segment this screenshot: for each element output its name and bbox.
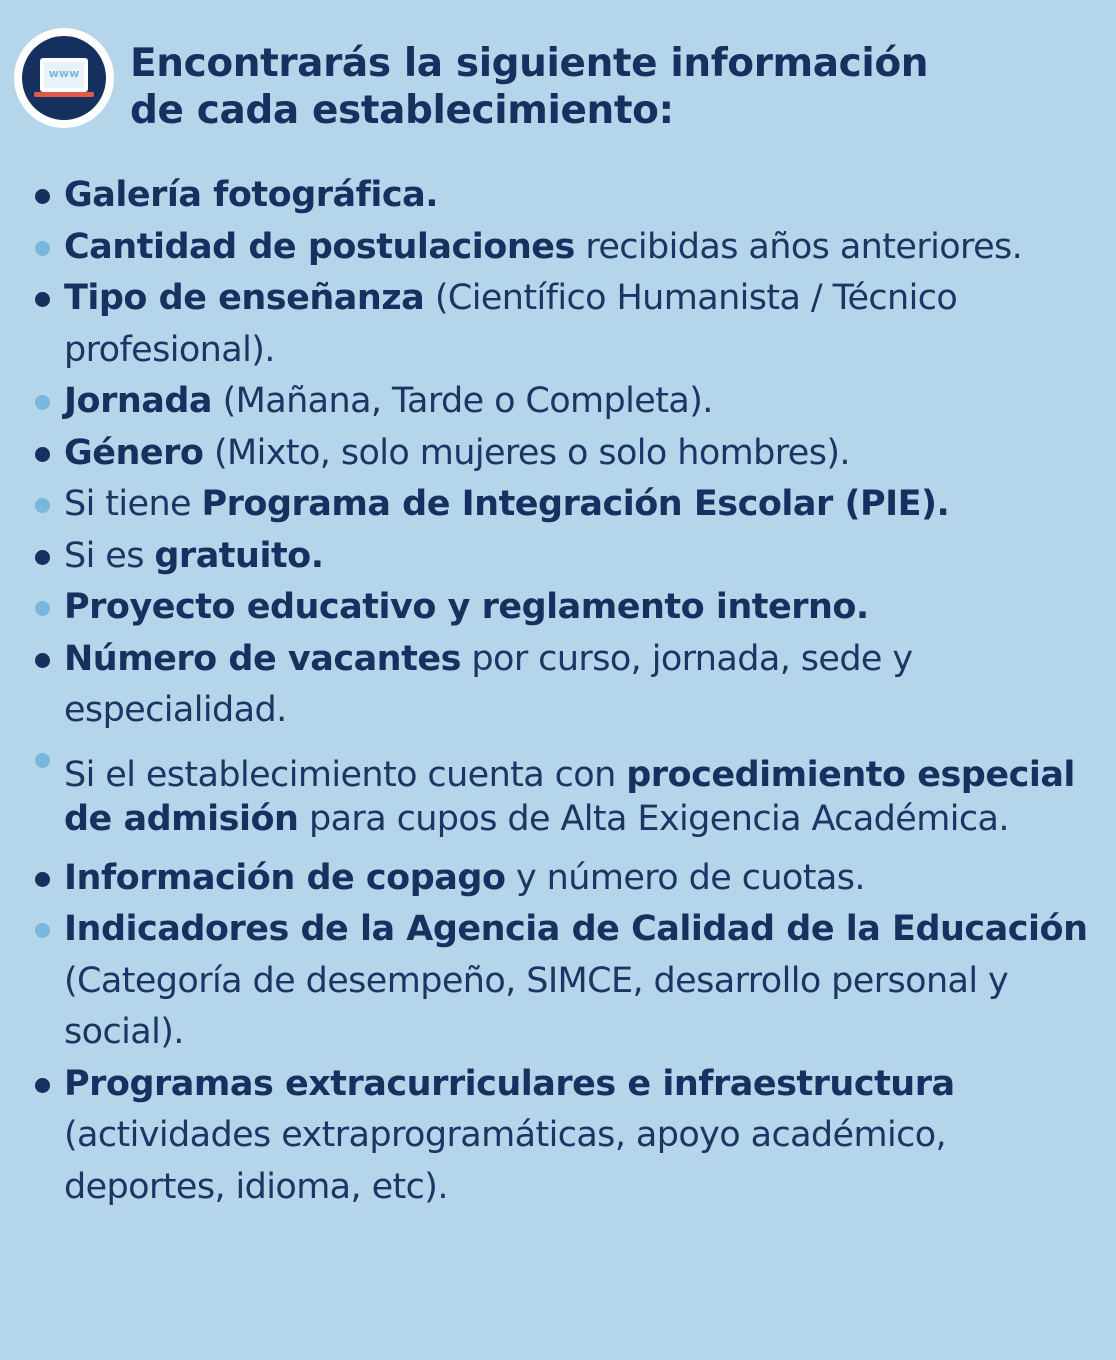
www-laptop-icon xyxy=(14,28,114,128)
item-text-pre: Si el establecimiento cuenta con xyxy=(64,754,627,795)
bullet-icon xyxy=(35,292,50,307)
bullet-icon xyxy=(35,395,50,410)
item-text: (Científico Humanista / Técnico profesional). xyxy=(64,278,958,370)
bullet-icon xyxy=(35,653,50,668)
list-item xyxy=(0,273,1116,376)
item-bold: Proyecto educativo y reglamento interno. xyxy=(64,587,869,627)
list-item xyxy=(0,170,1116,222)
item-bold: Indicadores de la Agencia de Calidad de la Educación xyxy=(64,909,1088,949)
list-item xyxy=(0,479,1116,531)
list-item xyxy=(0,904,1116,1059)
list-item xyxy=(0,634,1116,737)
bullet-icon xyxy=(35,189,50,204)
page-title xyxy=(130,40,928,134)
list-item xyxy=(0,222,1116,274)
list-item xyxy=(0,753,1116,841)
title-line-2: de cada establecimiento: xyxy=(130,88,674,133)
item-bold: gratuito. xyxy=(154,535,324,576)
bullet-icon xyxy=(35,550,50,565)
bullet-icon xyxy=(35,601,50,616)
list-item xyxy=(0,376,1116,428)
item-text-pre: Si tiene xyxy=(64,484,202,524)
bullet-icon xyxy=(35,923,50,938)
item-bold: Jornada xyxy=(64,381,213,421)
item-bold: Cantidad de postulaciones xyxy=(64,226,575,267)
item-bold: Programas extracurriculares e infraestructura xyxy=(64,1063,955,1104)
info-list xyxy=(0,170,1116,1213)
item-text: (Mixto, solo mujeres o solo hombres). xyxy=(203,432,850,473)
list-item xyxy=(0,853,1116,905)
list-item xyxy=(0,531,1116,583)
bullet-icon xyxy=(35,447,50,462)
item-text: recibidas años anteriores. xyxy=(574,226,1023,267)
list-item xyxy=(0,1059,1116,1214)
www-text: www xyxy=(48,67,80,80)
bullet-icon xyxy=(35,872,50,887)
item-text: y número de cuotas. xyxy=(505,857,865,898)
item-bold: Tipo de enseñanza xyxy=(64,278,425,318)
item-text: (Categoría de desempeño, SIMCE, desarrollo personal y social). xyxy=(64,960,1009,1052)
bullet-icon xyxy=(35,498,50,513)
item-bold: Información de copago xyxy=(64,857,506,898)
item-bold: Género xyxy=(64,432,204,473)
item-bold: procedimiento especial de admisión xyxy=(64,754,1075,839)
item-bold: Programa de Integración Escolar (PIE). xyxy=(201,484,950,524)
title-line-1: Encontrarás la siguiente información xyxy=(130,41,929,86)
item-text: (Mañana, Tarde o Completa). xyxy=(212,381,713,421)
item-bold: Galería fotográfica. xyxy=(64,175,439,215)
item-text: (actividades extraprogramáticas, apoyo académico, deportes, idioma, etc). xyxy=(64,1115,947,1207)
list-item xyxy=(0,428,1116,480)
header xyxy=(14,28,1104,132)
bullet-icon xyxy=(35,1078,50,1093)
item-text: para cupos de Alta Exigencia Académica. xyxy=(298,798,1009,839)
item-bold: Número de vacantes xyxy=(64,638,461,679)
bullet-icon xyxy=(35,241,50,256)
item-text-pre: Si es xyxy=(64,535,155,576)
bullet-icon xyxy=(35,753,50,768)
item-text: por curso, jornada, sede y especialidad. xyxy=(64,638,913,730)
list-item xyxy=(0,582,1116,634)
